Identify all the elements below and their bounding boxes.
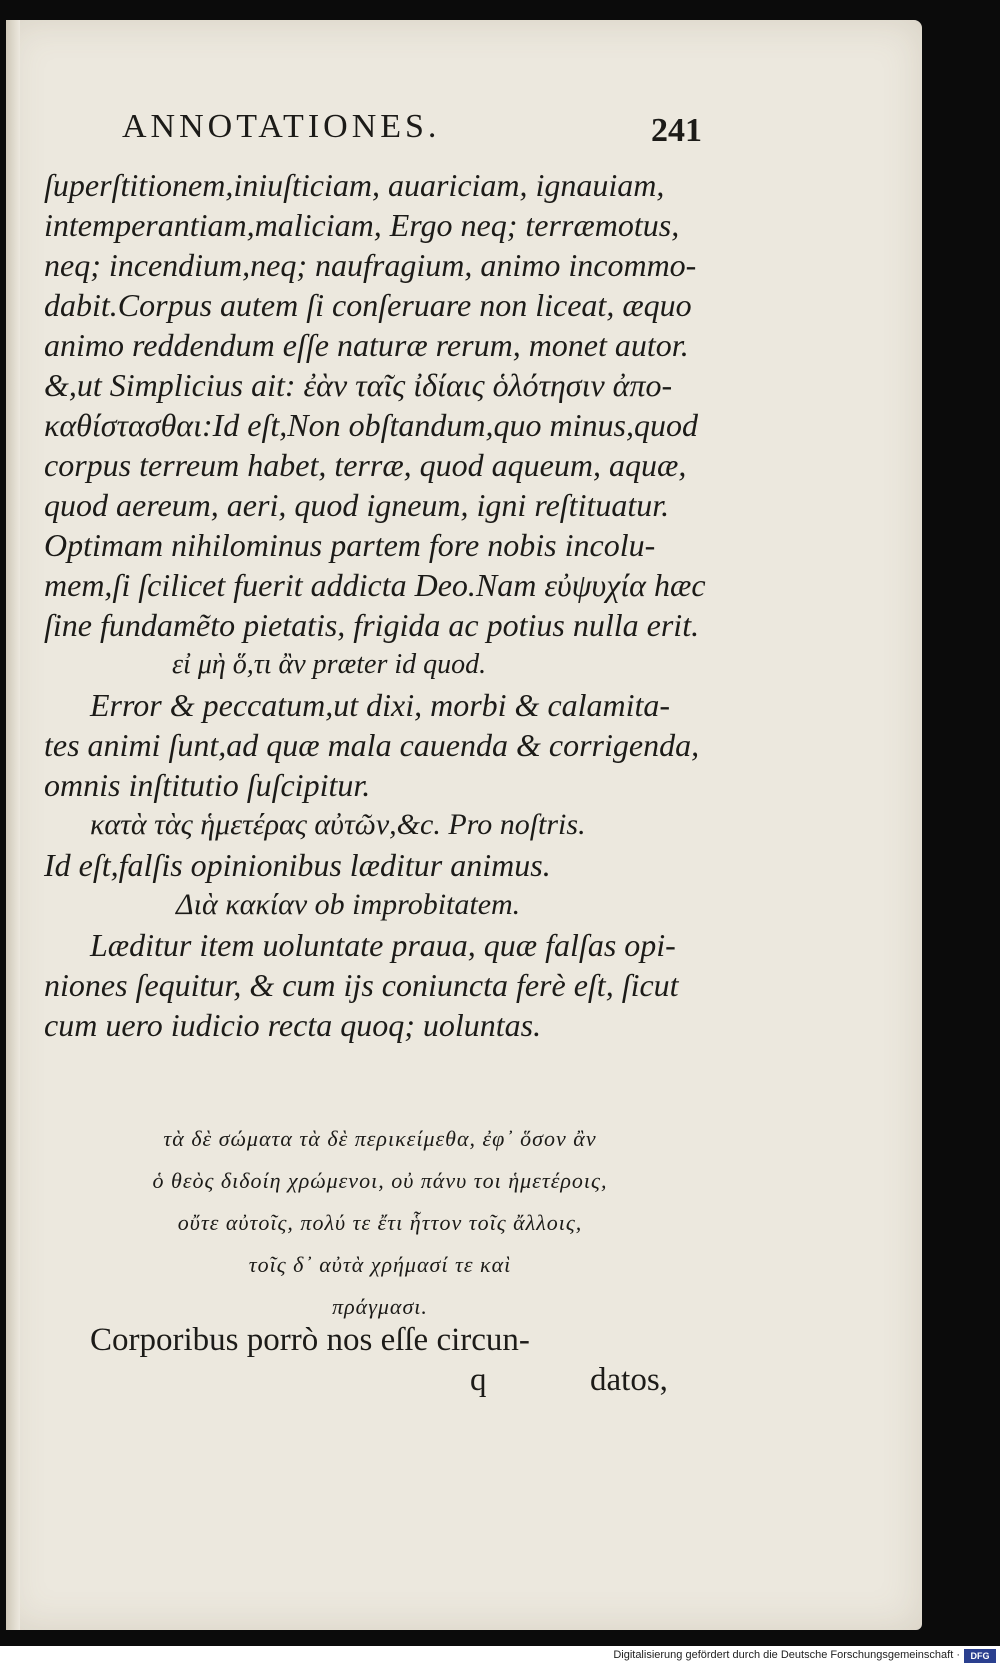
catchline <box>90 1362 700 1412</box>
paragraph-line: omnis inſtitutio ſuſcipitur. <box>44 767 371 803</box>
main-text-block <box>44 165 704 1045</box>
greek-verse-line: πράγμασι. <box>332 1294 428 1319</box>
running-head: ANNOTATIONES. <box>122 108 441 145</box>
lemma-line: Id eſt,falſis opinionibus læditur animus. <box>44 847 551 883</box>
latin-translation-line: Corporibus porrò nos eſſe circun- <box>90 1322 530 1358</box>
lemma-line: Διὰ κακίαν ob improbitatem. <box>176 888 521 921</box>
text-line: mem,ſi ſcilicet fuerit addicta Deo.Nam εὐψυχία hæc <box>44 567 706 603</box>
text-line: dabit.Corpus autem ſi conſeruare non liceat, æquo <box>44 287 692 323</box>
page-header <box>122 96 702 156</box>
text-line: καθίστασθαι:Id eſt,Non obſtandum,quo minus,quod <box>44 407 698 443</box>
paragraph-line: Error & peccatum,ut dixi, morbi & calamita- <box>90 687 671 723</box>
lemma-quote: εἰ μὴ ὅ,τι ἂν præter id quod. <box>172 649 487 680</box>
footer-credit: Digitalisierung gefördert durch die Deutsche Forschungsgemeinschaft · <box>613 1649 960 1661</box>
text-line: animo reddendum eſſe naturæ rerum, monet autor. <box>44 327 689 363</box>
text-line: corpus terreum habet, terræ, quod aqueum, aquæ, <box>44 447 687 483</box>
greek-verse-line: ὁ θεὸς διδοίη χρώμενοι, οὐ πάνυ τοι ἡμετέροις, <box>152 1168 608 1193</box>
signature-mark: q <box>470 1362 487 1398</box>
footer-bar <box>0 1646 1000 1666</box>
text-line: &,ut Simplicius ait: ἐὰν ταῖς ἰδίαις ὁλότησιν ἀπο- <box>44 367 673 403</box>
paragraph-line: tes animi ſunt,ad quæ mala cauenda & corrigenda, <box>44 727 700 763</box>
catchword: datos, <box>590 1362 668 1398</box>
closing-line: niones ſequitur, & cum ijs coniuncta ferè eſt, ſicut <box>44 967 679 1003</box>
greek-verse-line: τὰ δὲ σώματα τὰ δὲ περικείμεθα, ἐφ᾽ ὅσον ἂν <box>163 1126 597 1151</box>
text-line: ſine fundamẽto pietatis, frigida ac potius nulla erit. <box>44 607 700 643</box>
closing-line: cum uero iudicio recta quoq; uoluntas. <box>44 1007 542 1043</box>
greek-verse-line: τοῖς δ᾽ αὐτὰ χρήμασί τε καὶ <box>248 1252 512 1277</box>
text-line: Optimam nihilominus partem fore nobis incolu- <box>44 527 656 563</box>
page-number: 241 <box>651 112 702 149</box>
closing-line: Læditur item uoluntate praua, quæ falſas opi- <box>90 927 676 963</box>
page-spine-shadow <box>6 20 20 1630</box>
text-line: neq; incendium,neq; naufragium, animo incommo- <box>44 247 697 283</box>
greek-verse-block <box>80 1118 680 1328</box>
text-line: quod aereum, aeri, quod igneum, igni reſtituatur. <box>44 487 670 523</box>
text-line: intemperantiam,maliciam, Ergo neq; terræmotus, <box>44 207 680 243</box>
dfg-logo-icon: DFG <box>964 1649 996 1663</box>
latin-translation-block <box>90 1318 700 1412</box>
lemma-line: κατὰ τὰς ἡμετέρας αὐτῶν,&c. Pro noſtris. <box>90 808 586 841</box>
greek-verse-line: οὔτε αὐτοῖς, πολύ τε ἔτι ἧττον τοῖς ἄλλοις, <box>177 1210 583 1235</box>
text-line: ſuperſtitionem,iniuſticiam, auariciam, ignauiam, <box>44 167 665 203</box>
